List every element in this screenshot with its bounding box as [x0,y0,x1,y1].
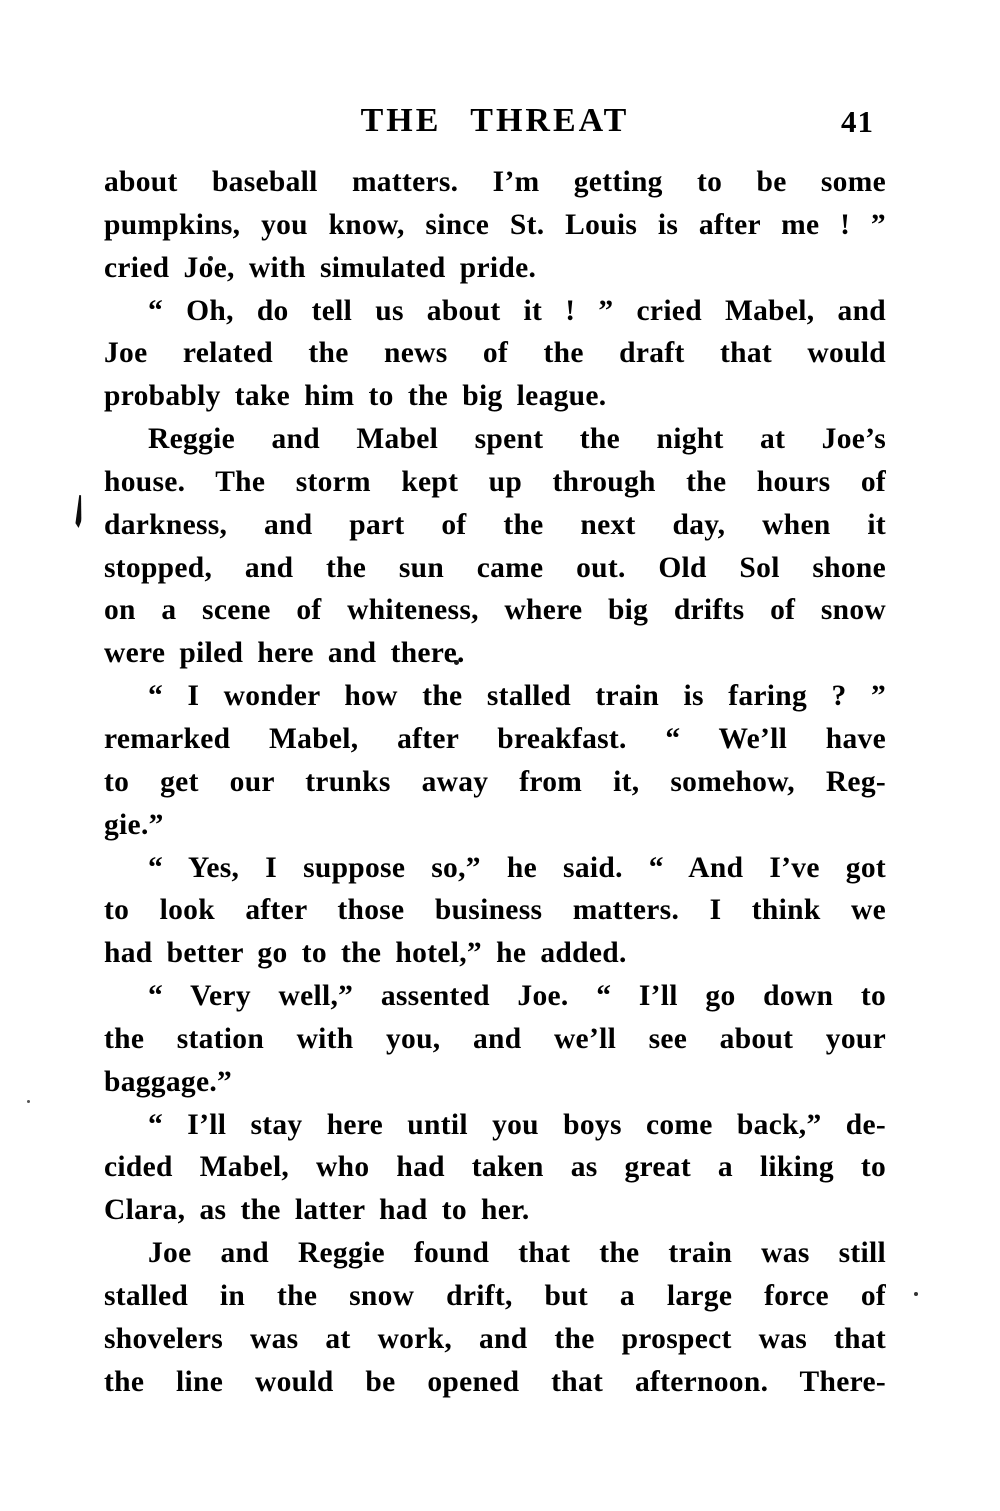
text-line: the line would be opened that afternoon. There- [104,1365,886,1398]
text-line: cided Mabel, who had taken as great a liking to [104,1151,886,1184]
text-line: pumpkins, you know, since St. Louis is after me ! ” [104,208,886,241]
text-line: “ Oh, do tell us about it ! ” cried Mabel, and [148,294,886,327]
text-line: probably take him to the big league. [104,380,607,413]
text-line: Reggie and Mabel spent the night at Joe’s [148,423,886,456]
text-line: to get our trunks away from it, somehow, Reg- [104,765,886,798]
text-line: Joe related the news of the draft that would [104,337,886,370]
text-line: about baseball matters. I’m getting to be some [104,166,886,198]
text-line: cried Joe, with simulated pride. [104,251,537,284]
text-line: had better go to the hotel,” he added. [104,937,627,970]
text-line: were piled here and there. [104,637,465,670]
text-line: “ I’ll stay here until you boys come back,” de- [148,1108,886,1141]
paragraph [104,975,886,1104]
page-number: 41 [841,104,874,139]
running-title: THE THREAT [360,102,630,139]
text-line: house. The storm kept up through the hours of [104,465,886,498]
text-line: stalled in the snow drift, but a large force of [104,1279,886,1312]
text-line: on a scene of whiteness, where big drifts of snow [104,594,886,627]
paragraph [104,1104,886,1233]
text-line: gie.” [104,808,164,841]
text-line: Clara, as the latter had to her. [104,1194,530,1227]
paragraph [104,418,886,675]
text-line: baggage.” [104,1065,233,1098]
paragraph [104,1232,886,1403]
text-line: “ Very well,” assented Joe. “ I’ll go down to [148,980,886,1013]
paragraph [104,290,886,419]
paragraph [104,847,886,976]
text-line: remarked Mabel, after breakfast. “ We’ll have [104,722,886,755]
text-line: stopped, and the sun came out. Old Sol shone [104,551,886,584]
margin-ink-mark [75,495,83,528]
scan-speck [914,1292,918,1296]
text-column [104,161,886,1403]
text-line: darkness, and part of the next day, when it [104,508,886,541]
text-line: shovelers was at work, and the prospect was that [104,1322,886,1355]
text-line: Joe and Reggie found that the train was still [148,1237,886,1270]
paragraph [104,161,886,290]
text-line: to look after those business matters. I think we [104,894,886,927]
text-line: “ I wonder how the stalled train is faring ? ” [148,680,886,713]
paragraph [104,675,886,846]
scan-speck [27,1100,30,1103]
text-line: “ Yes, I suppose so,” he said. “ And I’ve got [148,851,886,884]
text-line: the station with you, and we’ll see about your [104,1022,886,1055]
